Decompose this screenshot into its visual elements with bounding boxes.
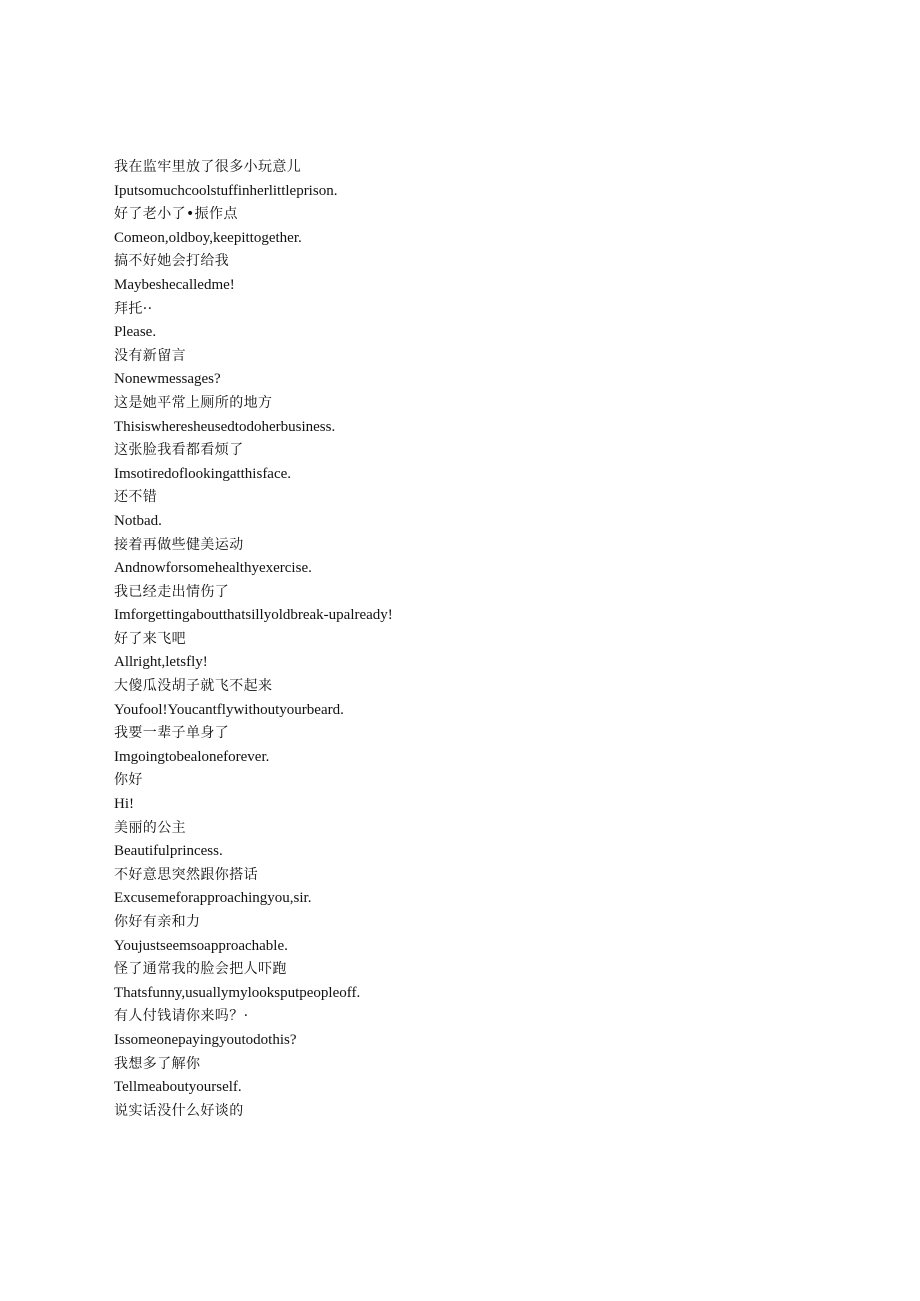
- subtitle-line-chinese: 我想多了解你: [114, 1055, 201, 1072]
- subtitle-line-chinese: 我已经走出情伤了: [114, 583, 230, 600]
- subtitle-line-chinese: 你好有亲和力: [114, 914, 201, 930]
- subtitle-line-english: Imgoingtobealoneforever.: [114, 748, 270, 765]
- subtitle-line-chinese: 你好: [114, 772, 143, 789]
- subtitle-line-chinese: 大傻瓜没胡子就飞不起来: [114, 678, 273, 695]
- subtitle-line-chinese: 还不错: [114, 489, 158, 506]
- subtitle-list: [114, 156, 834, 1123]
- subtitle-line-english: Maybeshecalledme!: [114, 276, 235, 293]
- subtitle-line-chinese: 怪了通常我的脸会把人吓跑: [114, 961, 287, 978]
- subtitle-line-chinese: 不好意思突然跟你搭话: [114, 866, 258, 883]
- subtitle-line-english: Comeon,oldboy,keepittogether.: [114, 229, 302, 246]
- subtitle-line-chinese: 接着再做些健美运动: [114, 536, 244, 553]
- subtitle-line-chinese: 说实话没什么好谈的: [114, 1102, 244, 1119]
- subtitle-line-english: Tellmeaboutyourself.: [114, 1079, 242, 1096]
- subtitle-line-english: Notbad.: [114, 512, 162, 529]
- subtitle-line-english: Excusemeforapproachingyou,sir.: [114, 890, 312, 907]
- subtitle-line-english: Nonewmessages?: [114, 371, 221, 388]
- subtitle-line-chinese: 这是她平常上厕所的地方: [114, 394, 273, 411]
- subtitle-line-chinese: 我要一辈子单身了: [114, 725, 230, 742]
- subtitle-line-english: Andnowforsomehealthyexercise.: [114, 560, 312, 577]
- subtitle-line-english: Iputsomuchcoolstuffinherlittleprison.: [114, 182, 338, 199]
- subtitle-line-english: Thatsfunny,usuallymylooksputpeopleoff.: [114, 984, 361, 1001]
- subtitle-line-chinese: 这张脸我看都看烦了: [114, 442, 244, 459]
- subtitle-line-english: Allright,letsfly!: [114, 654, 208, 671]
- subtitle-line-chinese: 没有新留言: [114, 347, 186, 364]
- subtitle-line-english: Youjustseemsoapproachable.: [114, 937, 288, 954]
- subtitle-line-chinese: 搞不好她会打给我: [114, 253, 230, 270]
- subtitle-line-english: Beautifulprincess.: [114, 843, 223, 860]
- subtitle-line-english: Please.: [114, 324, 157, 341]
- subtitle-line-english: Imforgettingaboutthatsillyoldbreak-upalready!: [114, 607, 393, 624]
- subtitle-line-english: Issomeonepayingyoutodothis?: [114, 1031, 297, 1048]
- subtitle-line-english: Youfool!Youcantflywithoutyourbeard.: [114, 701, 344, 718]
- subtitle-line-chinese: 好了老小了•振作点: [114, 206, 238, 223]
- subtitle-line-chinese: 有人付钱请你来吗？·: [114, 1008, 249, 1025]
- subtitle-line-chinese: 拜托··: [114, 300, 153, 317]
- subtitle-line-english: Thisiswheresheusedtodoherbusiness.: [114, 418, 336, 435]
- subtitle-line-chinese: 美丽的公主: [114, 819, 186, 836]
- subtitle-line-english: Hi!: [114, 796, 134, 813]
- subtitle-line-chinese: 好了来飞吧: [114, 630, 186, 647]
- subtitle-line-english: Imsotiredoflookingatthisface.: [114, 465, 292, 482]
- subtitle-line-chinese: 我在监牢里放了很多小玩意儿: [114, 159, 302, 175]
